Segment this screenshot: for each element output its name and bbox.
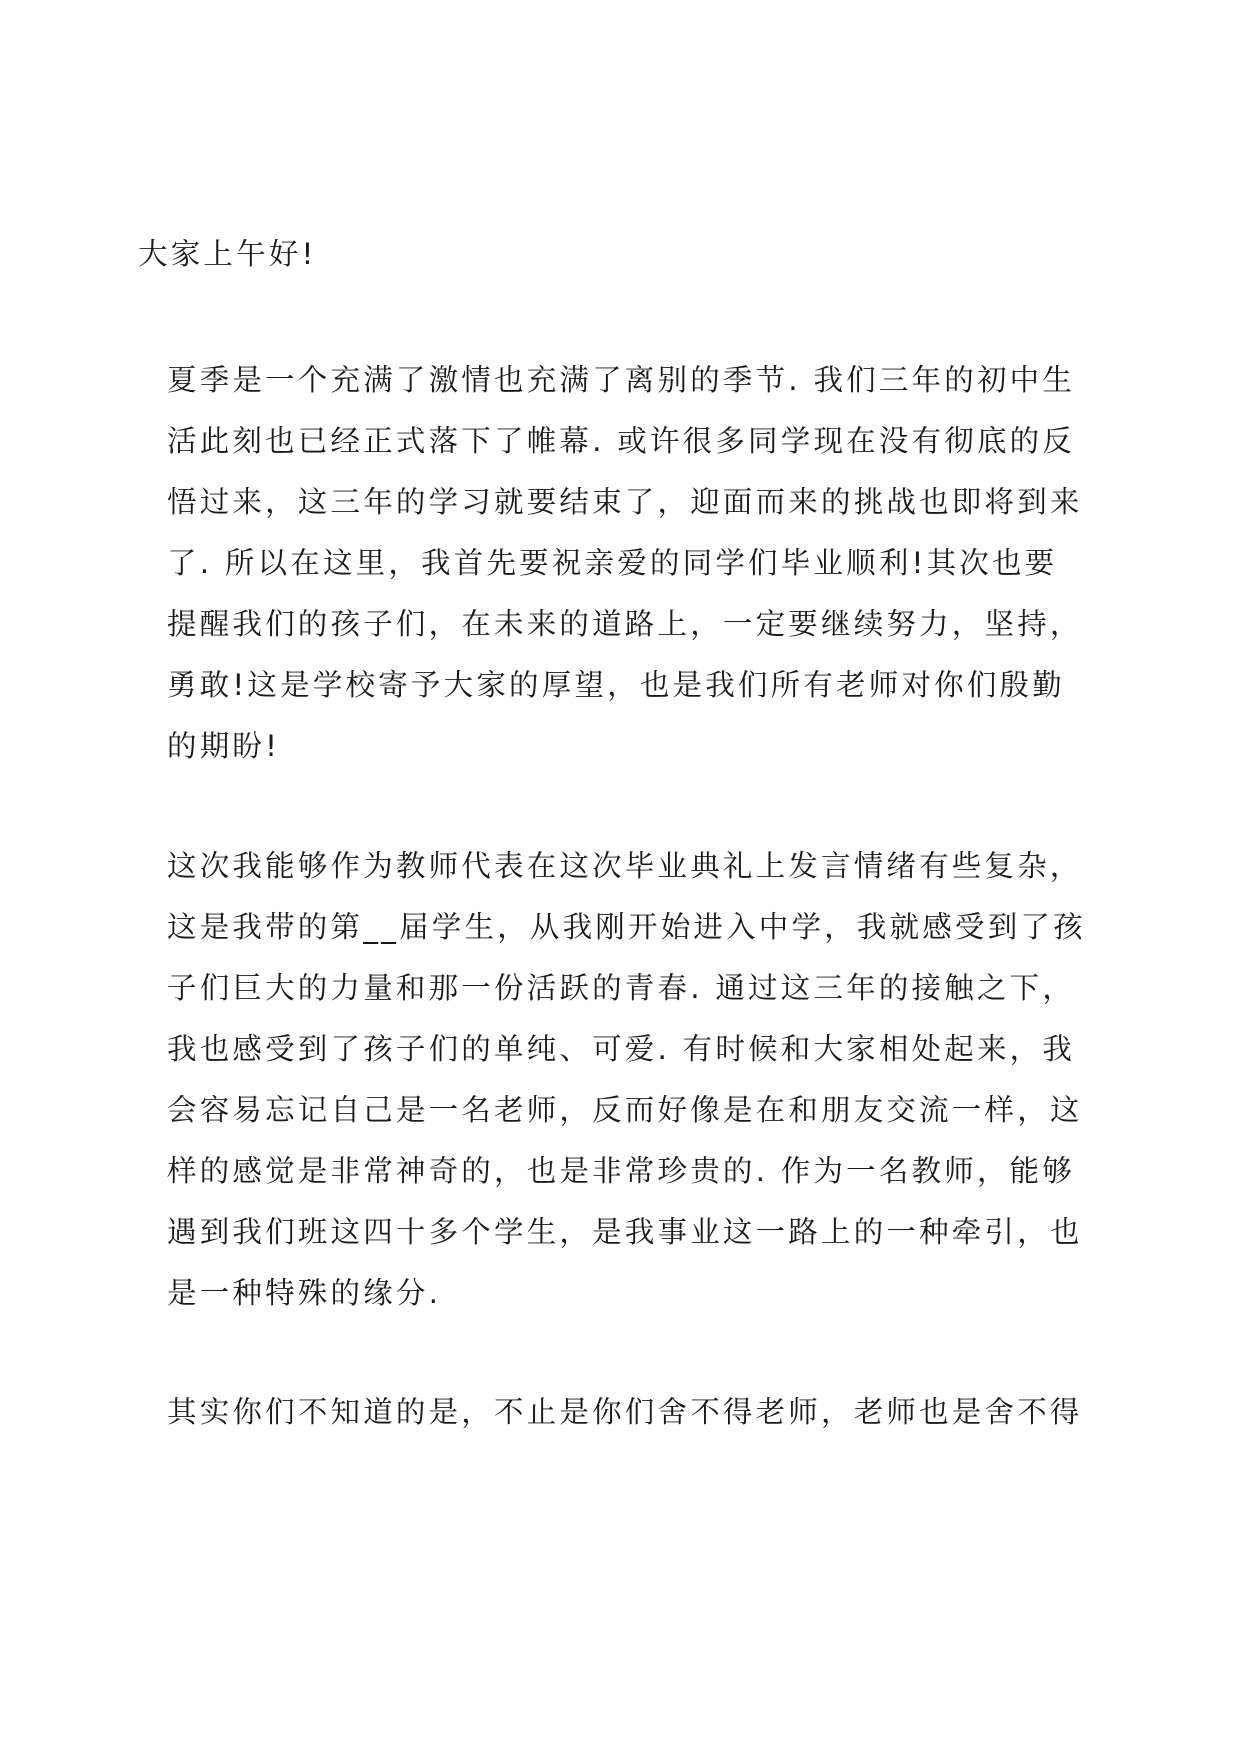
paragraph-line: 子们巨大的力量和那一份活跃的青春. 通过这三年的接触之下， (167, 971, 1076, 1005)
paragraph-line: 这次我能够作为教师代表在这次毕业典礼上发言情绪有些复杂， (167, 849, 1083, 883)
paragraph-line: 的期盼! (167, 729, 281, 763)
paragraph-line: 我也感受到了孩子们的单纯、可爱. 有时候和大家相处起来，我 (167, 1032, 1076, 1066)
paragraph-line: 勇敢!这是学校寄予大家的厚望，也是我们所有老师对你们殷勤 (167, 668, 1065, 702)
paragraph-line: 其实你们不知道的是，不止是你们舍不得老师，老师也是舍不得 (167, 1395, 1083, 1429)
paragraph-line: 活此刻也已经正式落下了帷幕. 或许很多同学现在没有彻底的反 (167, 424, 1076, 458)
paragraph-line: 夏季是一个充满了激情也充满了离别的季节. 我们三年的初中生 (167, 363, 1076, 397)
paragraph-line: 遇到我们班这四十多个学生，是我事业这一路上的一种牵引，也 (167, 1215, 1083, 1249)
paragraph-line: 是一种特殊的缘分. (167, 1276, 442, 1310)
paragraph-line: 提醒我们的孩子们，在未来的道路上，一定要继续努力，坚持， (167, 607, 1083, 641)
paragraph-line: 悟过来，这三年的学习就要结束了，迎面而来的挑战也即将到来 (167, 485, 1083, 519)
paragraph-line: 了. 所以在这里，我首先要祝亲爱的同学们毕业顺利!其次也要 (167, 546, 1058, 580)
greeting: 大家上午好! (138, 237, 317, 271)
paragraph-line: 会容易忘记自己是一名老师，反而好像是在和朋友交流一样，这 (167, 1093, 1083, 1127)
paragraph-line: 样的感觉是非常神奇的，也是非常珍贵的. 作为一名教师，能够 (167, 1154, 1076, 1188)
paragraph-line: 这是我带的第__届学生，从我刚开始进入中学，我就感受到了孩 (167, 910, 1086, 944)
